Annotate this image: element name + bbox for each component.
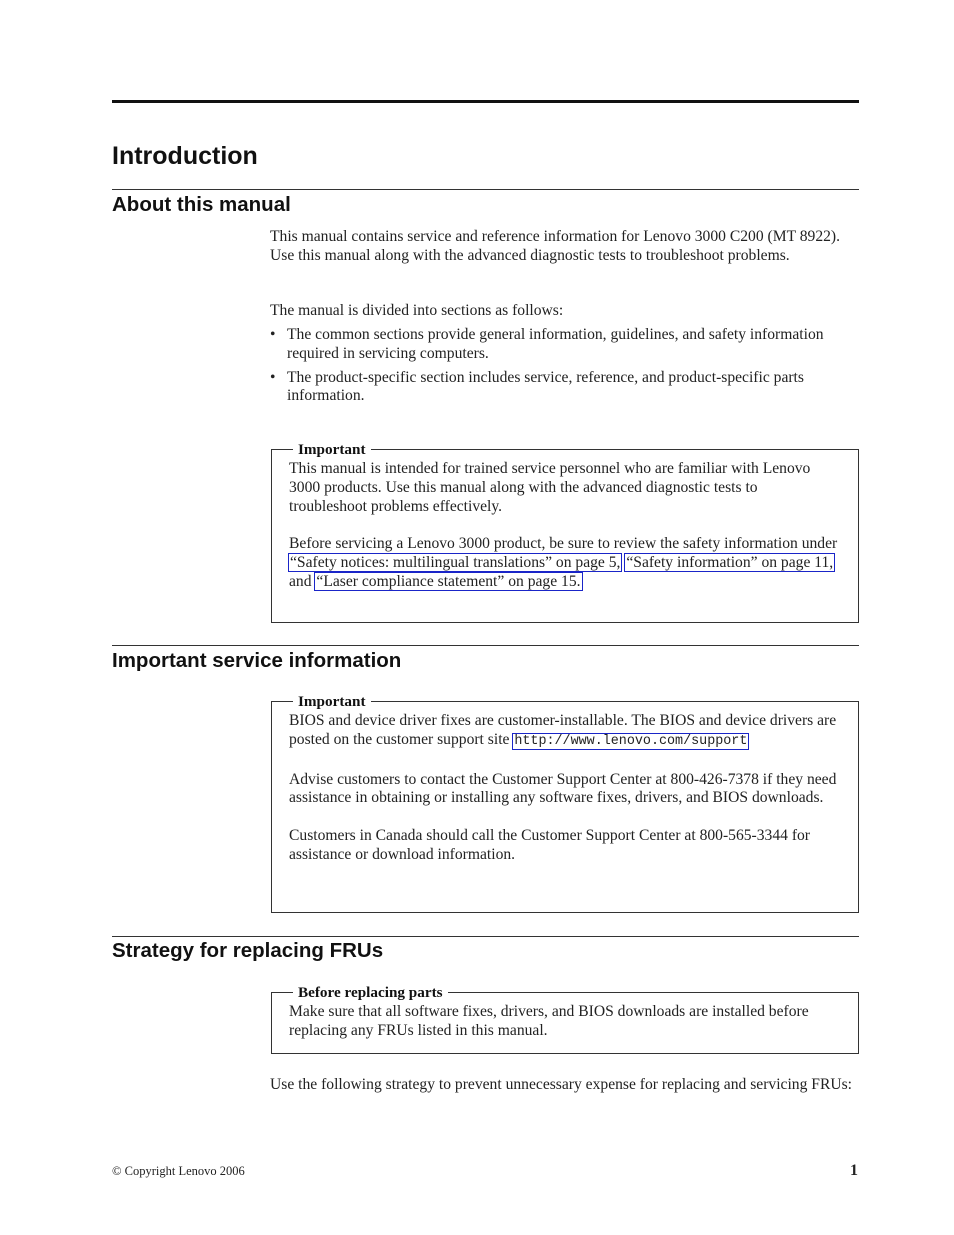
footer-copyright: © Copyright Lenovo 2006 [112, 1164, 245, 1178]
important-box-manual [271, 441, 859, 623]
bullet-icon: • [270, 326, 276, 343]
important-content [289, 712, 839, 865]
list-item [270, 369, 860, 407]
important-label: Important [293, 441, 371, 459]
service-paragraph-1-intro: BIOS and device driver fixes are customer-installable. The BIOS and device drivers are posted on the customer support site [289, 712, 837, 748]
list-item [270, 326, 860, 364]
section-rule [112, 936, 859, 937]
important-label: Important [293, 693, 371, 711]
about-paragraph-2: The manual is divided into sections as follows: [270, 302, 564, 319]
list-item-text: The product-specific section includes service, reference, and product-specific parts information. [287, 368, 804, 405]
service-paragraph-3: Customers in Canada should call the Customer Support Center at 800-565-3344 for assistance or download information. [289, 827, 811, 863]
sections-list [270, 326, 860, 411]
important-paragraph-2-intro: Before servicing a Lenovo 3000 product, be sure to review the safety information under [289, 535, 838, 553]
service-paragraph-2: Advise customers to contact the Customer Support Center at 800-426-7378 if they need assistance in obtaining or installing any software fixes, drivers, and BIOS downloads. [289, 770, 837, 807]
important-box-service [271, 693, 859, 913]
important-content [289, 460, 839, 592]
and-text: and [289, 572, 316, 590]
before-replacing-content: Make sure that all software fixes, drivers, and BIOS downloads are installed before replacing any FRUs listed in this manual. [289, 1003, 809, 1039]
page-number: 1 [850, 1162, 858, 1179]
section-heading-about: About this manual [112, 193, 291, 216]
important-paragraph-2 [289, 535, 839, 591]
section-heading-service: Important service information [112, 649, 402, 672]
section-heading-strategy: Strategy for replacing FRUs [112, 939, 384, 962]
strategy-paragraph: Use the following strategy to prevent unnecessary expense for replacing and servicing FRUs: [270, 1076, 853, 1093]
page-title: Introduction [112, 142, 258, 170]
top-rule [112, 100, 859, 103]
support-site-link[interactable]: http://www.lenovo.com/support [514, 733, 748, 749]
before-replacing-label: Before replacing parts [293, 984, 448, 1002]
section-rule [112, 189, 859, 190]
section-rule [112, 645, 859, 646]
about-paragraph-1: This manual contains service and reference information for Lenovo 3000 C200 (MT 8922). Use this manual along with the advanced diagnostic tests to troubleshoot problems. [270, 228, 841, 264]
link-laser-compliance[interactable]: “Laser compliance statement” on page 15. [316, 572, 581, 590]
before-replacing-box [271, 984, 859, 1054]
link-safety-notices[interactable]: “Safety notices: multilingual translations” on page 5, [290, 554, 621, 572]
list-item-text: The common sections provide general information, guidelines, and safety information required in servicing computers. [287, 326, 824, 362]
important-paragraph-1: This manual is intended for trained service personnel who are familiar with Lenovo 3000 products. Use this manual along with the advanced diagnostic tests to troubleshoot problems effectively. [289, 460, 811, 515]
link-safety-information[interactable]: “Safety information” on page 11, [626, 554, 834, 572]
bullet-icon: • [270, 368, 276, 386]
service-paragraph-1 [289, 712, 839, 752]
